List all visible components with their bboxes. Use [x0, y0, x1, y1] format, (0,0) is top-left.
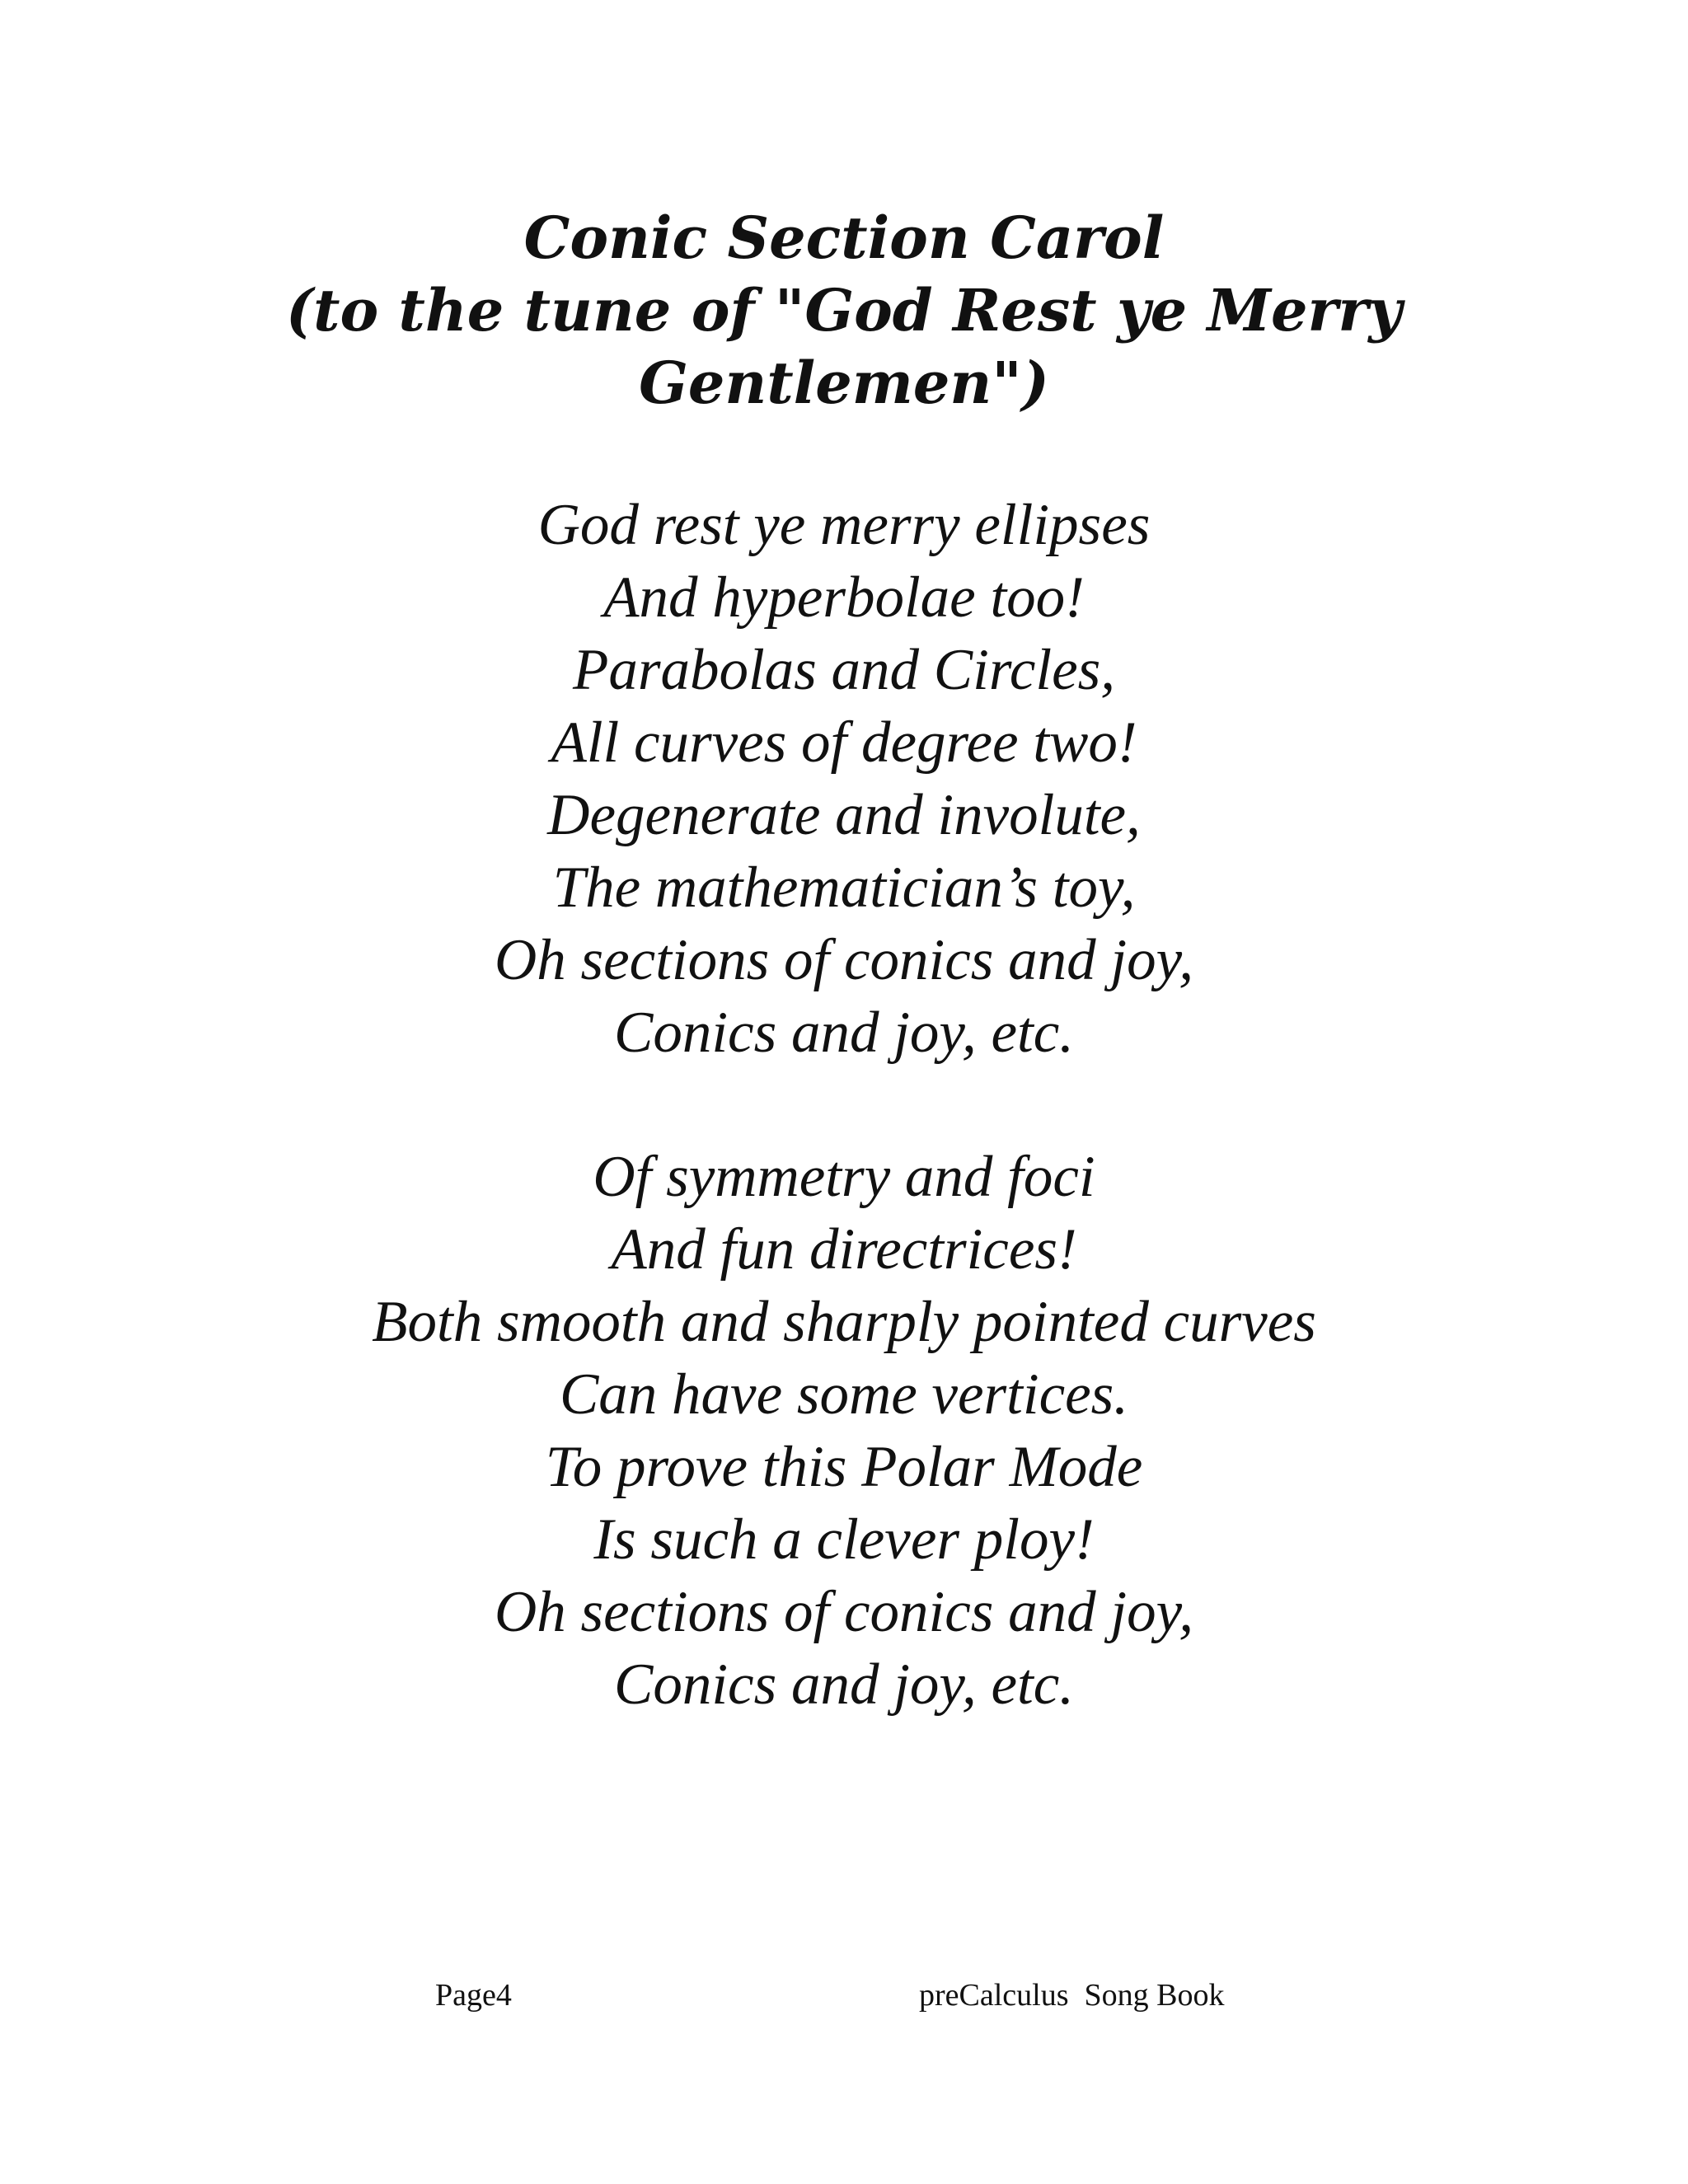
verse-2 [0, 1141, 1688, 1721]
lyric-line: And hyperbolae too! [603, 565, 1085, 630]
book-title: preCalculus Song Book [919, 1978, 1225, 2013]
lyric-line: And fun directrices! [611, 1217, 1077, 1282]
lyric-line: All curves of degree two! [551, 710, 1137, 775]
lyric-line: God rest ye merry ellipses [537, 493, 1151, 557]
lyric-line: The mathematician’s toy, [552, 855, 1136, 920]
title-line: Gentlemen") [639, 349, 1049, 417]
song-title [0, 202, 1688, 419]
title-line: Conic Section Carol [523, 204, 1165, 272]
verse-1 [0, 489, 1688, 1069]
lyric-line: Of symmetry and foci [593, 1145, 1095, 1209]
lyric-line: Can have some vertices. [559, 1362, 1129, 1427]
lyric-line: Conics and joy, etc. [613, 1652, 1075, 1717]
lyric-line: Both smooth and sharply pointed curves [372, 1290, 1316, 1354]
lyric-line: Is such a clever ploy! [593, 1507, 1095, 1572]
title-line: (to the tune of "God Rest ye Merry [286, 276, 1402, 344]
lyric-line: Degenerate and involute, [547, 783, 1141, 847]
lyric-line: To prove this Polar Mode [545, 1435, 1143, 1499]
page-number: Page4 [435, 1978, 512, 2013]
lyric-line: Oh sections of conics and joy, [495, 1580, 1193, 1644]
lyric-line: Conics and joy, etc. [613, 1001, 1075, 1065]
lyric-line: Parabolas and Circles, [572, 638, 1116, 702]
lyric-line: Oh sections of conics and joy, [495, 928, 1193, 992]
